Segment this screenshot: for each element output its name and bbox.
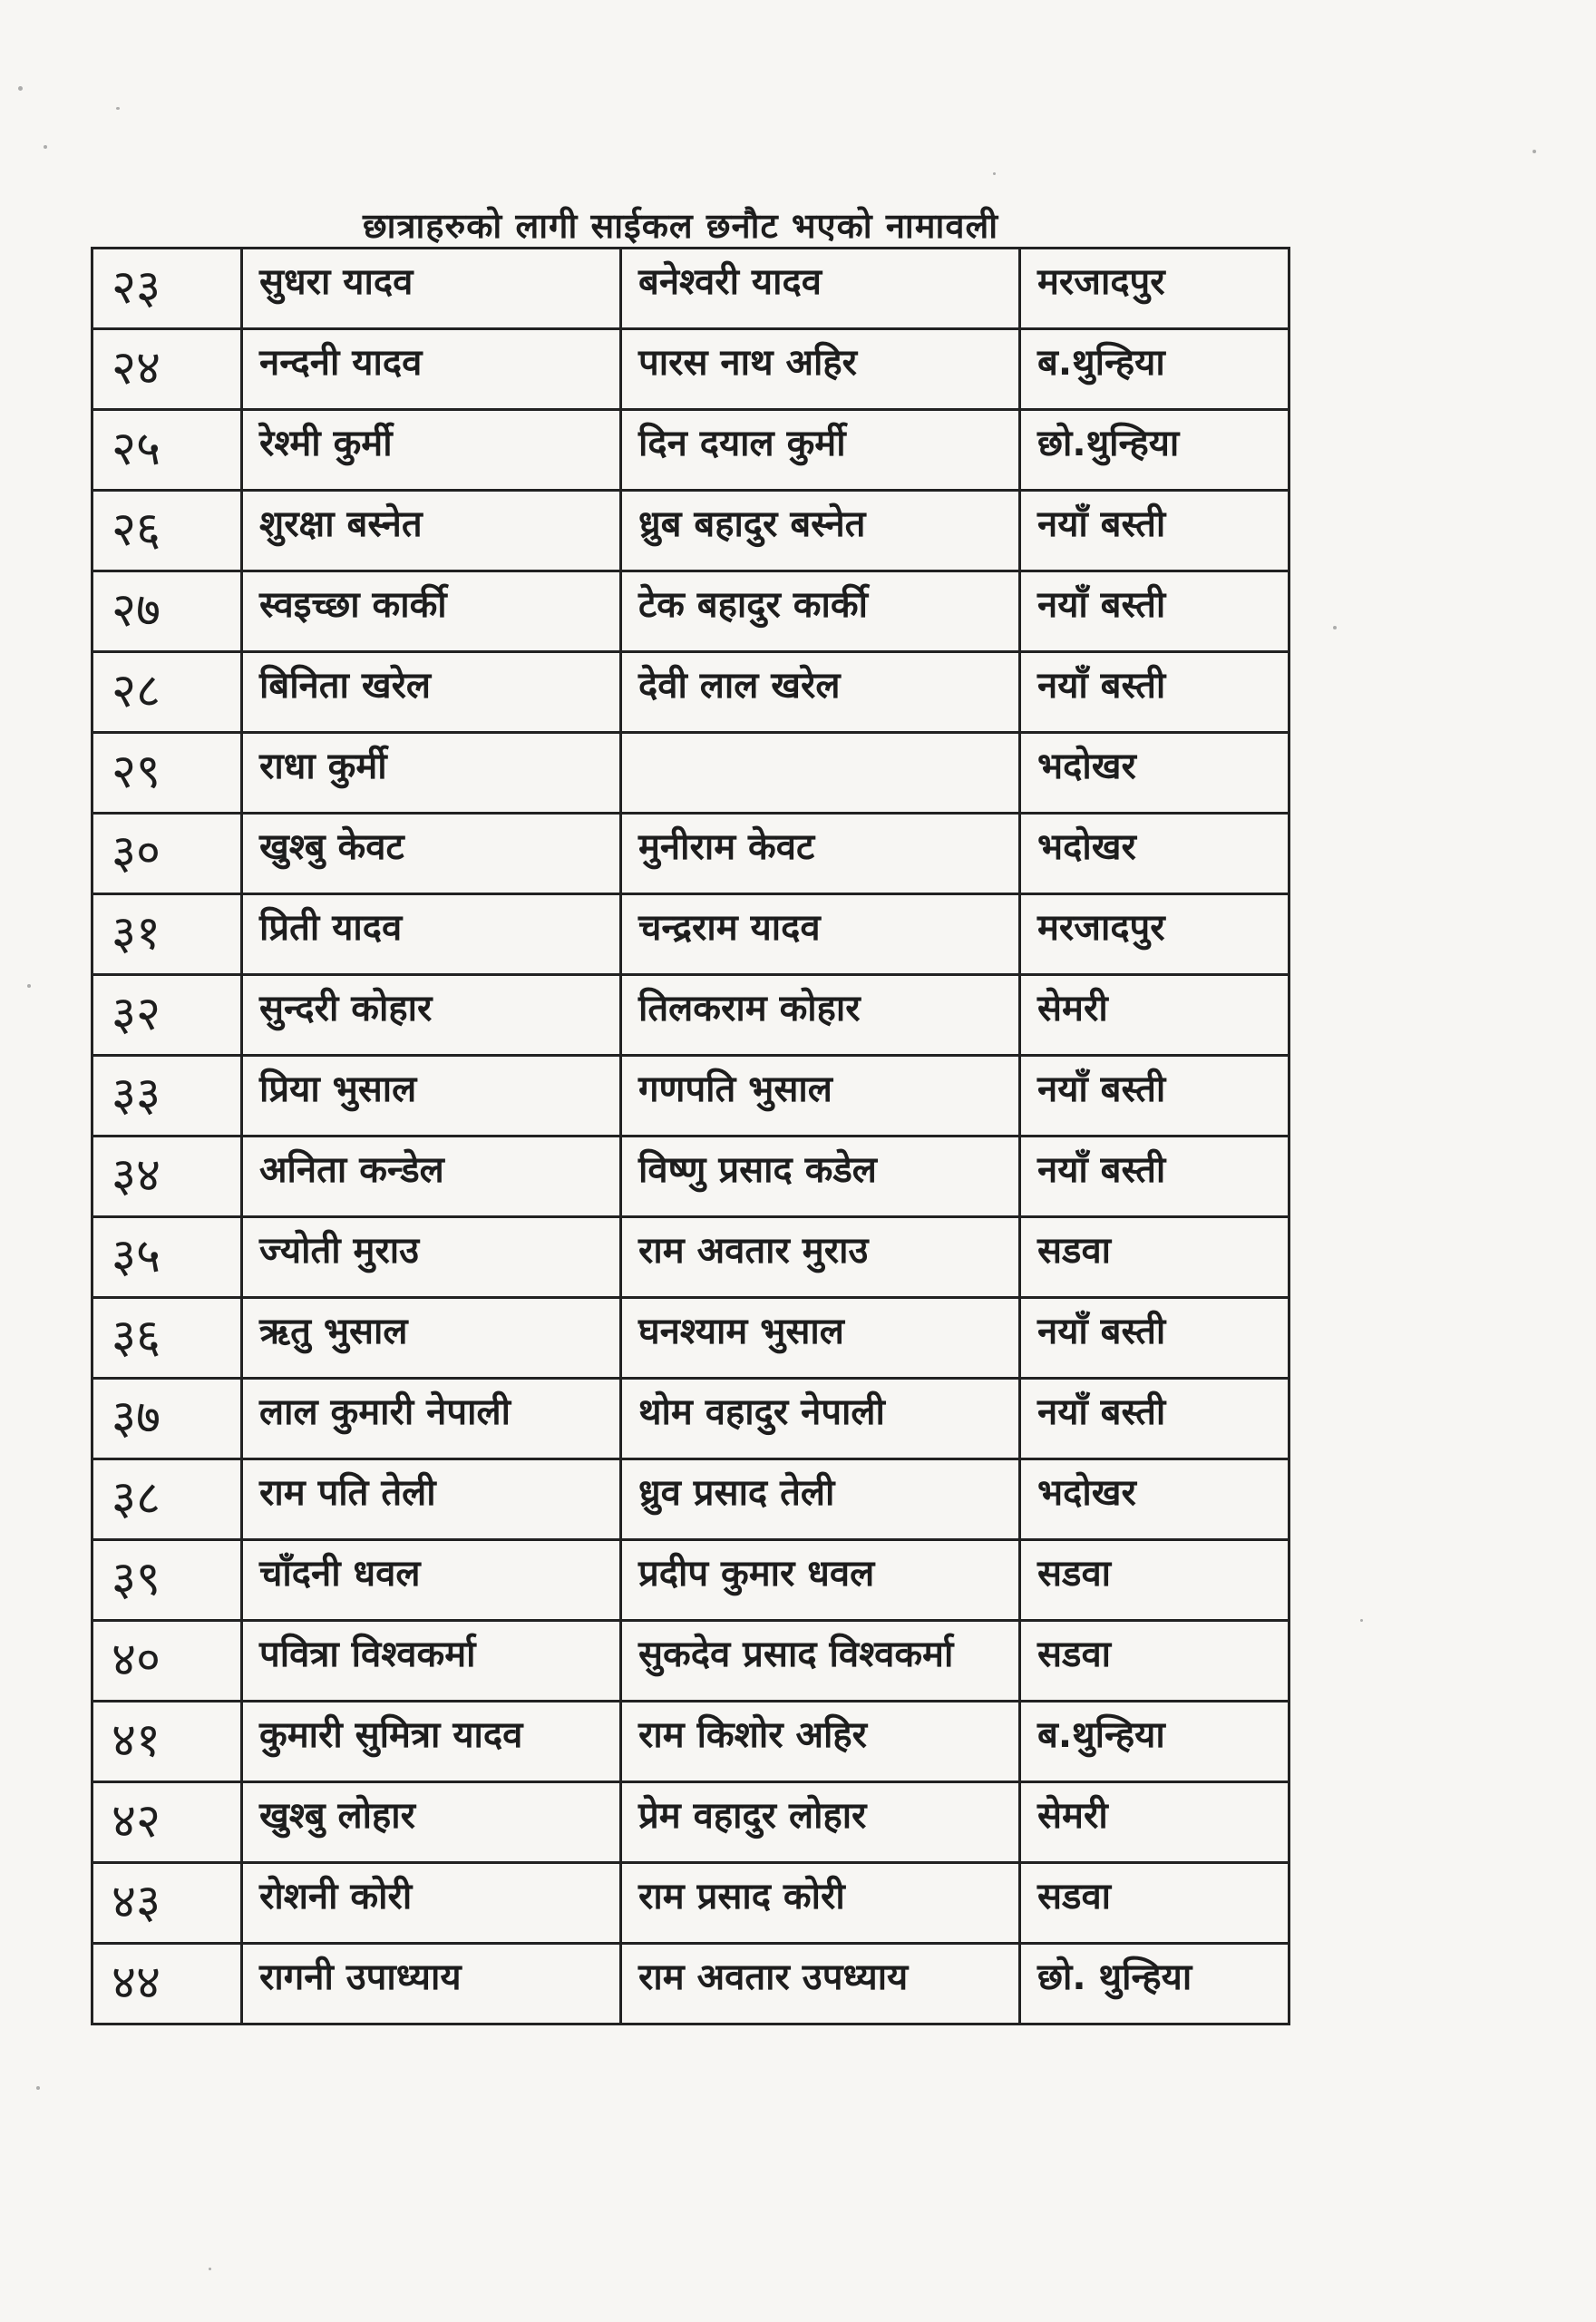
student-name: प्रिती यादव bbox=[242, 894, 621, 975]
address: भदोखर bbox=[1020, 1459, 1289, 1540]
guardian-name: मुनीराम केवट bbox=[621, 814, 1020, 894]
serial-number: ३६ bbox=[92, 1298, 242, 1379]
student-name: सुधरा यादव bbox=[242, 249, 621, 329]
table-row bbox=[92, 1782, 1289, 1863]
guardian-name: ध्रुब बहादुर बस्नेत bbox=[621, 491, 1020, 571]
table-row bbox=[92, 1056, 1289, 1137]
serial-number: ३५ bbox=[92, 1217, 242, 1298]
table-row bbox=[92, 1379, 1289, 1459]
student-name: रागनी उपाध्याय bbox=[242, 1944, 621, 2024]
address: नयाँ बस्ती bbox=[1020, 652, 1289, 733]
address: ब.थुन्हिया bbox=[1020, 1702, 1289, 1782]
guardian-name: पारस नाथ अहिर bbox=[621, 329, 1020, 410]
guardian-name: तिलकराम कोहार bbox=[621, 975, 1020, 1056]
guardian-name: बनेश्वरी यादव bbox=[621, 249, 1020, 329]
student-name: कुमारी सुमित्रा यादव bbox=[242, 1702, 621, 1782]
table-row bbox=[92, 733, 1289, 814]
address: मरजादपुर bbox=[1020, 894, 1289, 975]
address: छो. थुन्हिया bbox=[1020, 1944, 1289, 2024]
serial-number: २६ bbox=[92, 491, 242, 571]
student-name: शुरक्षा बस्नेत bbox=[242, 491, 621, 571]
serial-number: ३४ bbox=[92, 1137, 242, 1217]
serial-number: २५ bbox=[92, 410, 242, 491]
table-row bbox=[92, 1944, 1289, 2024]
guardian-name: विष्णु प्रसाद कडेल bbox=[621, 1137, 1020, 1217]
table-row bbox=[92, 814, 1289, 894]
paper-speck bbox=[993, 172, 996, 175]
guardian-name: टेक बहादुर कार्की bbox=[621, 571, 1020, 652]
guardian-name: सुकदेव प्रसाद विश्वकर्मा bbox=[621, 1621, 1020, 1702]
address: नयाँ बस्ती bbox=[1020, 1379, 1289, 1459]
paper-speck bbox=[1360, 1619, 1363, 1622]
paper-speck bbox=[27, 984, 31, 988]
guardian-name: प्रदीप कुमार धवल bbox=[621, 1540, 1020, 1621]
address: नयाँ बस्ती bbox=[1020, 1137, 1289, 1217]
student-name: पवित्रा विश्वकर्मा bbox=[242, 1621, 621, 1702]
serial-number: ४० bbox=[92, 1621, 242, 1702]
table-row bbox=[92, 410, 1289, 491]
serial-number: २९ bbox=[92, 733, 242, 814]
address: सडवा bbox=[1020, 1621, 1289, 1702]
serial-number: २७ bbox=[92, 571, 242, 652]
paper-speck bbox=[209, 2268, 211, 2270]
table-row bbox=[92, 894, 1289, 975]
table-row bbox=[92, 571, 1289, 652]
address: छो.थुन्हिया bbox=[1020, 410, 1289, 491]
student-name: रोशनी कोरी bbox=[242, 1863, 621, 1944]
table-row bbox=[92, 1863, 1289, 1944]
table-row bbox=[92, 1298, 1289, 1379]
address: भदोखर bbox=[1020, 733, 1289, 814]
address: नयाँ बस्ती bbox=[1020, 491, 1289, 571]
address: ब.थुन्हिया bbox=[1020, 329, 1289, 410]
table-row bbox=[92, 491, 1289, 571]
student-name: लाल कुमारी नेपाली bbox=[242, 1379, 621, 1459]
guardian-name: दिन दयाल कुर्मी bbox=[621, 410, 1020, 491]
student-name: प्रिया भुसाल bbox=[242, 1056, 621, 1137]
guardian-name: चन्द्रराम यादव bbox=[621, 894, 1020, 975]
guardian-name: राम प्रसाद कोरी bbox=[621, 1863, 1020, 1944]
table-row bbox=[92, 975, 1289, 1056]
student-name: अनिता कन्डेल bbox=[242, 1137, 621, 1217]
address: भदोखर bbox=[1020, 814, 1289, 894]
serial-number: ४२ bbox=[92, 1782, 242, 1863]
guardian-name bbox=[621, 733, 1020, 814]
guardian-name: ध्रुव प्रसाद तेली bbox=[621, 1459, 1020, 1540]
student-name: ज्योती मुराउ bbox=[242, 1217, 621, 1298]
table-row bbox=[92, 1217, 1289, 1298]
address: सडवा bbox=[1020, 1217, 1289, 1298]
guardian-name: घनश्याम भुसाल bbox=[621, 1298, 1020, 1379]
guardian-name: राम अवतार उपध्याय bbox=[621, 1944, 1020, 2024]
serial-number: २८ bbox=[92, 652, 242, 733]
table-row bbox=[92, 1702, 1289, 1782]
guardian-name: गणपति भुसाल bbox=[621, 1056, 1020, 1137]
address: सडवा bbox=[1020, 1540, 1289, 1621]
student-name: राम पति तेली bbox=[242, 1459, 621, 1540]
table-row bbox=[92, 1540, 1289, 1621]
guardian-name: राम अवतार मुराउ bbox=[621, 1217, 1020, 1298]
table-row bbox=[92, 1137, 1289, 1217]
address: सेमरी bbox=[1020, 1782, 1289, 1863]
student-name: खुश्बु केवट bbox=[242, 814, 621, 894]
table-row bbox=[92, 1459, 1289, 1540]
student-name: राधा कुर्मी bbox=[242, 733, 621, 814]
student-name: ऋतु भुसाल bbox=[242, 1298, 621, 1379]
table-row bbox=[92, 329, 1289, 410]
paper-speck bbox=[1333, 626, 1337, 629]
table-row bbox=[92, 249, 1289, 329]
serial-number: ३७ bbox=[92, 1379, 242, 1459]
document-title: छात्राहरुको लागी साईकल छनौट भएको नामावली bbox=[363, 206, 999, 246]
paper-speck bbox=[18, 86, 23, 91]
guardian-name: राम किशोर अहिर bbox=[621, 1702, 1020, 1782]
selection-list-table bbox=[91, 247, 1290, 2025]
serial-number: ३८ bbox=[92, 1459, 242, 1540]
serial-number: ४१ bbox=[92, 1702, 242, 1782]
serial-number: ३० bbox=[92, 814, 242, 894]
address: नयाँ बस्ती bbox=[1020, 1298, 1289, 1379]
student-name: स्वइच्छा कार्की bbox=[242, 571, 621, 652]
paper-speck bbox=[1533, 150, 1536, 153]
serial-number: ३२ bbox=[92, 975, 242, 1056]
serial-number: ३३ bbox=[92, 1056, 242, 1137]
serial-number: २४ bbox=[92, 329, 242, 410]
address: मरजादपुर bbox=[1020, 249, 1289, 329]
paper-speck bbox=[36, 2086, 40, 2090]
paper-speck bbox=[116, 107, 120, 110]
student-name: सुन्दरी कोहार bbox=[242, 975, 621, 1056]
student-name: नन्दनी यादव bbox=[242, 329, 621, 410]
table-row bbox=[92, 1621, 1289, 1702]
guardian-name: देवी लाल खरेल bbox=[621, 652, 1020, 733]
student-name: खुश्बु लोहार bbox=[242, 1782, 621, 1863]
table-row bbox=[92, 652, 1289, 733]
address: सडवा bbox=[1020, 1863, 1289, 1944]
serial-number: ४३ bbox=[92, 1863, 242, 1944]
address: नयाँ बस्ती bbox=[1020, 1056, 1289, 1137]
paper-speck bbox=[44, 145, 47, 149]
address: नयाँ बस्ती bbox=[1020, 571, 1289, 652]
serial-number: ३१ bbox=[92, 894, 242, 975]
serial-number: २३ bbox=[92, 249, 242, 329]
student-name: चाँदनी धवल bbox=[242, 1540, 621, 1621]
student-name: बिनिता खरेल bbox=[242, 652, 621, 733]
student-name: रेश्मी कुर्मी bbox=[242, 410, 621, 491]
address: सेमरी bbox=[1020, 975, 1289, 1056]
serial-number: ४४ bbox=[92, 1944, 242, 2024]
guardian-name: थोम वहादुर नेपाली bbox=[621, 1379, 1020, 1459]
serial-number: ३९ bbox=[92, 1540, 242, 1621]
guardian-name: प्रेम वहादुर लोहार bbox=[621, 1782, 1020, 1863]
